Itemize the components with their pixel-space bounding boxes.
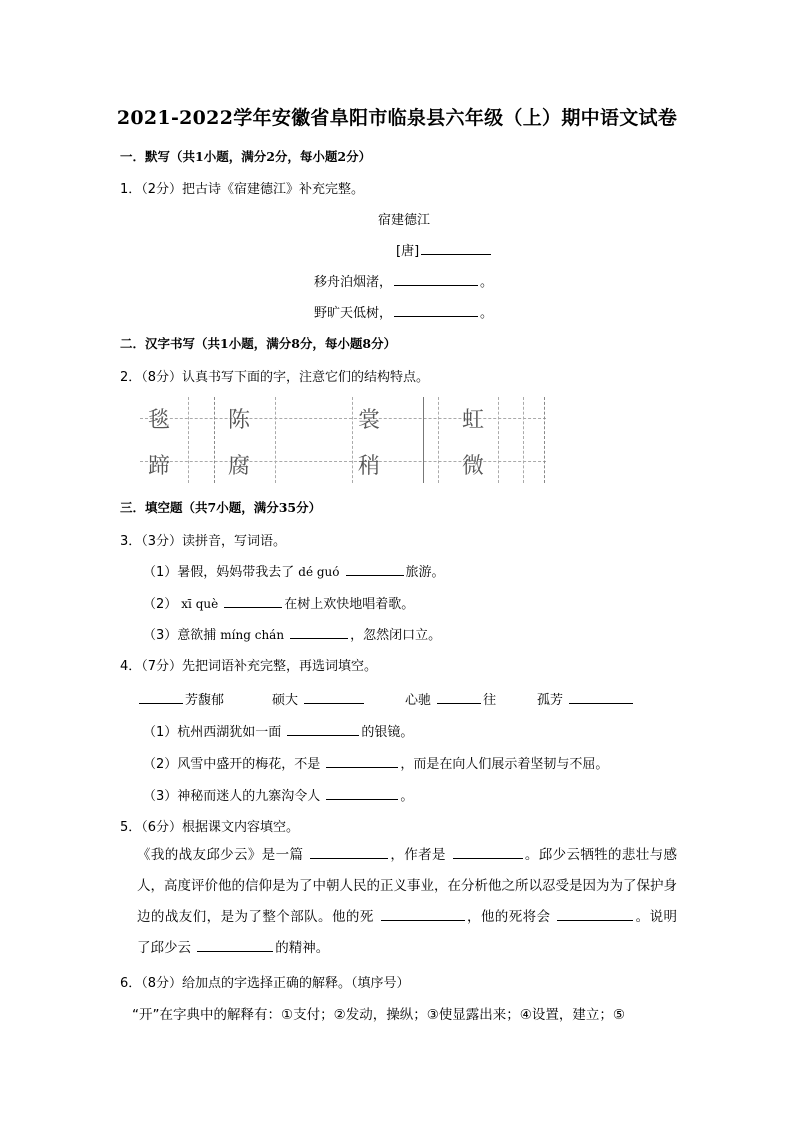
answer-blank[interactable]: [453, 845, 523, 859]
item-text: （1）暑假，妈妈带我去了: [143, 565, 295, 580]
question-3-item-3: [143, 624, 441, 643]
grid-guide-line: [498, 397, 499, 483]
answer-blank[interactable]: [310, 845, 388, 859]
answer-blank[interactable]: [287, 722, 359, 736]
poem-line-1-text: 移舟泊烟渚，: [314, 275, 393, 290]
item-text: ，忽然闭口立。: [350, 628, 442, 643]
poem-line-2-blank[interactable]: [394, 303, 478, 317]
section-heading-2: 二．汉字书写（共1小题，满分8分，每小题8分）: [120, 336, 397, 351]
grid-guide-line: [188, 397, 189, 483]
grid-guide-line: [140, 461, 546, 462]
period: 。: [480, 275, 494, 290]
grid-guide-line: [214, 397, 215, 483]
poem-line-1-blank[interactable]: [394, 272, 478, 286]
question-6-stem: 6．（8分）给加点的字选择正确的解释。（填序号）: [120, 976, 410, 991]
pinyin: dé guó: [298, 565, 340, 579]
answer-blank[interactable]: [304, 690, 364, 704]
grid-guide-line: [523, 397, 524, 483]
poem-author: [396, 240, 493, 259]
section-heading-1: 一．默写（共1小题，满分2分，每小题2分）: [120, 149, 372, 164]
word-text: 往: [483, 693, 497, 708]
practice-char: 腐: [228, 454, 251, 479]
paragraph-text: ，他的死将会: [466, 909, 551, 925]
pinyin: xī què: [181, 597, 219, 611]
question-5-paragraph: [137, 840, 677, 964]
author-bracket: [唐]: [396, 244, 420, 259]
sentence-text: ，而是在向人们展示着坚韧与不屈。: [400, 757, 609, 772]
answer-blank[interactable]: [326, 786, 398, 800]
grid-line: [423, 397, 424, 483]
sentence-text: 的银镜。: [361, 725, 414, 740]
question-5-stem: 5．（6分）根据课文内容填空。: [120, 820, 300, 835]
word-text: 芳馥郁: [185, 693, 225, 708]
page-title: 2021-2022学年安徽省阜阳市临泉县六年级（上）期中语文试卷: [116, 107, 678, 129]
item-text: （2）: [143, 597, 178, 612]
question-4-word-4: [537, 689, 635, 708]
grid-guide-line: [275, 397, 276, 483]
paragraph-text: 。邱少云牺牲的悲壮与感人，高度评价他的信仰是为了中朝人民的正义事业，在分析他之所以忍受是因为为了保护身边的战友们，是为了整个部队。他的死: [137, 847, 678, 925]
grid-guide-line: [140, 418, 546, 419]
grid-guide-line: [352, 397, 353, 483]
answer-blank[interactable]: [224, 594, 282, 608]
poem-title: 宿建德江: [378, 213, 431, 228]
sentence-text: （3）神秘而迷人的九寨沟令人: [143, 789, 321, 804]
poem-line-2-text: 野旷天低树，: [314, 306, 393, 321]
item-text: 在树上欢快地唱着歌。: [284, 597, 415, 612]
answer-blank[interactable]: [139, 690, 183, 704]
question-4-sentence-2: [143, 753, 608, 772]
question-2-stem: 2．（8分）认真书写下面的字，注意它们的结构特点。: [120, 370, 430, 385]
practice-char: 虹: [462, 408, 485, 433]
practice-char: 裳: [358, 408, 381, 433]
answer-blank[interactable]: [290, 625, 348, 639]
grid-guide-line: [438, 397, 439, 483]
word-text: 硕大: [272, 693, 299, 708]
word-text: 心驰: [405, 693, 432, 708]
answer-blank[interactable]: [381, 907, 465, 921]
question-6-definitions: “开”在字典中的解释有：①支付；②发动，操纵；③使显露出来；④设置，建立；⑤: [132, 1007, 625, 1023]
question-4-stem: 4．（7分）先把词语补充完整，再选词填空。: [120, 659, 378, 674]
grid-guide-line: [544, 397, 545, 483]
sentence-text: （2）风雪中盛开的梅花，不是: [143, 757, 321, 772]
question-3-item-1: [143, 561, 445, 580]
period: 。: [480, 306, 494, 321]
section-heading-3: 三．填空题（共7小题，满分35分）: [120, 500, 322, 515]
practice-char: 微: [462, 454, 485, 479]
poem-line-1: [314, 271, 493, 290]
answer-blank[interactable]: [557, 907, 633, 921]
question-4-sentence-1: [143, 721, 413, 740]
poem-line-2: [314, 302, 493, 321]
question-4-word-3: [405, 689, 496, 708]
paragraph-text: 《我的战友邱少云》是一篇: [137, 847, 304, 863]
practice-char: 蹄: [148, 454, 171, 479]
question-4-word-2: [272, 689, 366, 708]
paragraph-text: 的精神。: [275, 940, 330, 956]
item-text: （3）意欲捕: [143, 628, 217, 643]
sentence-text: （1）杭州西湖犹如一面: [143, 725, 282, 740]
answer-blank[interactable]: [569, 690, 633, 704]
practice-char: 陈: [228, 408, 251, 433]
pinyin: míng chán: [220, 628, 285, 642]
question-1-stem: 1．（2分）把古诗《宿建德江》补充完整。: [120, 182, 365, 197]
paragraph-text: ，作者是: [390, 847, 446, 863]
question-4-word-1: [137, 689, 224, 708]
author-blank[interactable]: [421, 241, 491, 255]
question-3-item-2: [143, 593, 414, 612]
question-3-stem: 3．（3分）读拼音，写词语。: [120, 534, 287, 549]
answer-blank[interactable]: [326, 754, 398, 768]
character-practice-grid: [140, 397, 546, 483]
answer-blank[interactable]: [197, 938, 273, 952]
paragraph-text: 。说明了邱少云: [137, 909, 678, 956]
question-4-sentence-3: [143, 785, 413, 804]
practice-char: 毯: [148, 408, 171, 433]
answer-blank[interactable]: [346, 562, 404, 576]
sentence-text: 。: [400, 789, 414, 804]
item-text: 旅游。: [405, 565, 445, 580]
practice-char: 稍: [358, 454, 381, 479]
word-text: 孤芳: [537, 693, 564, 708]
answer-blank[interactable]: [437, 690, 481, 704]
